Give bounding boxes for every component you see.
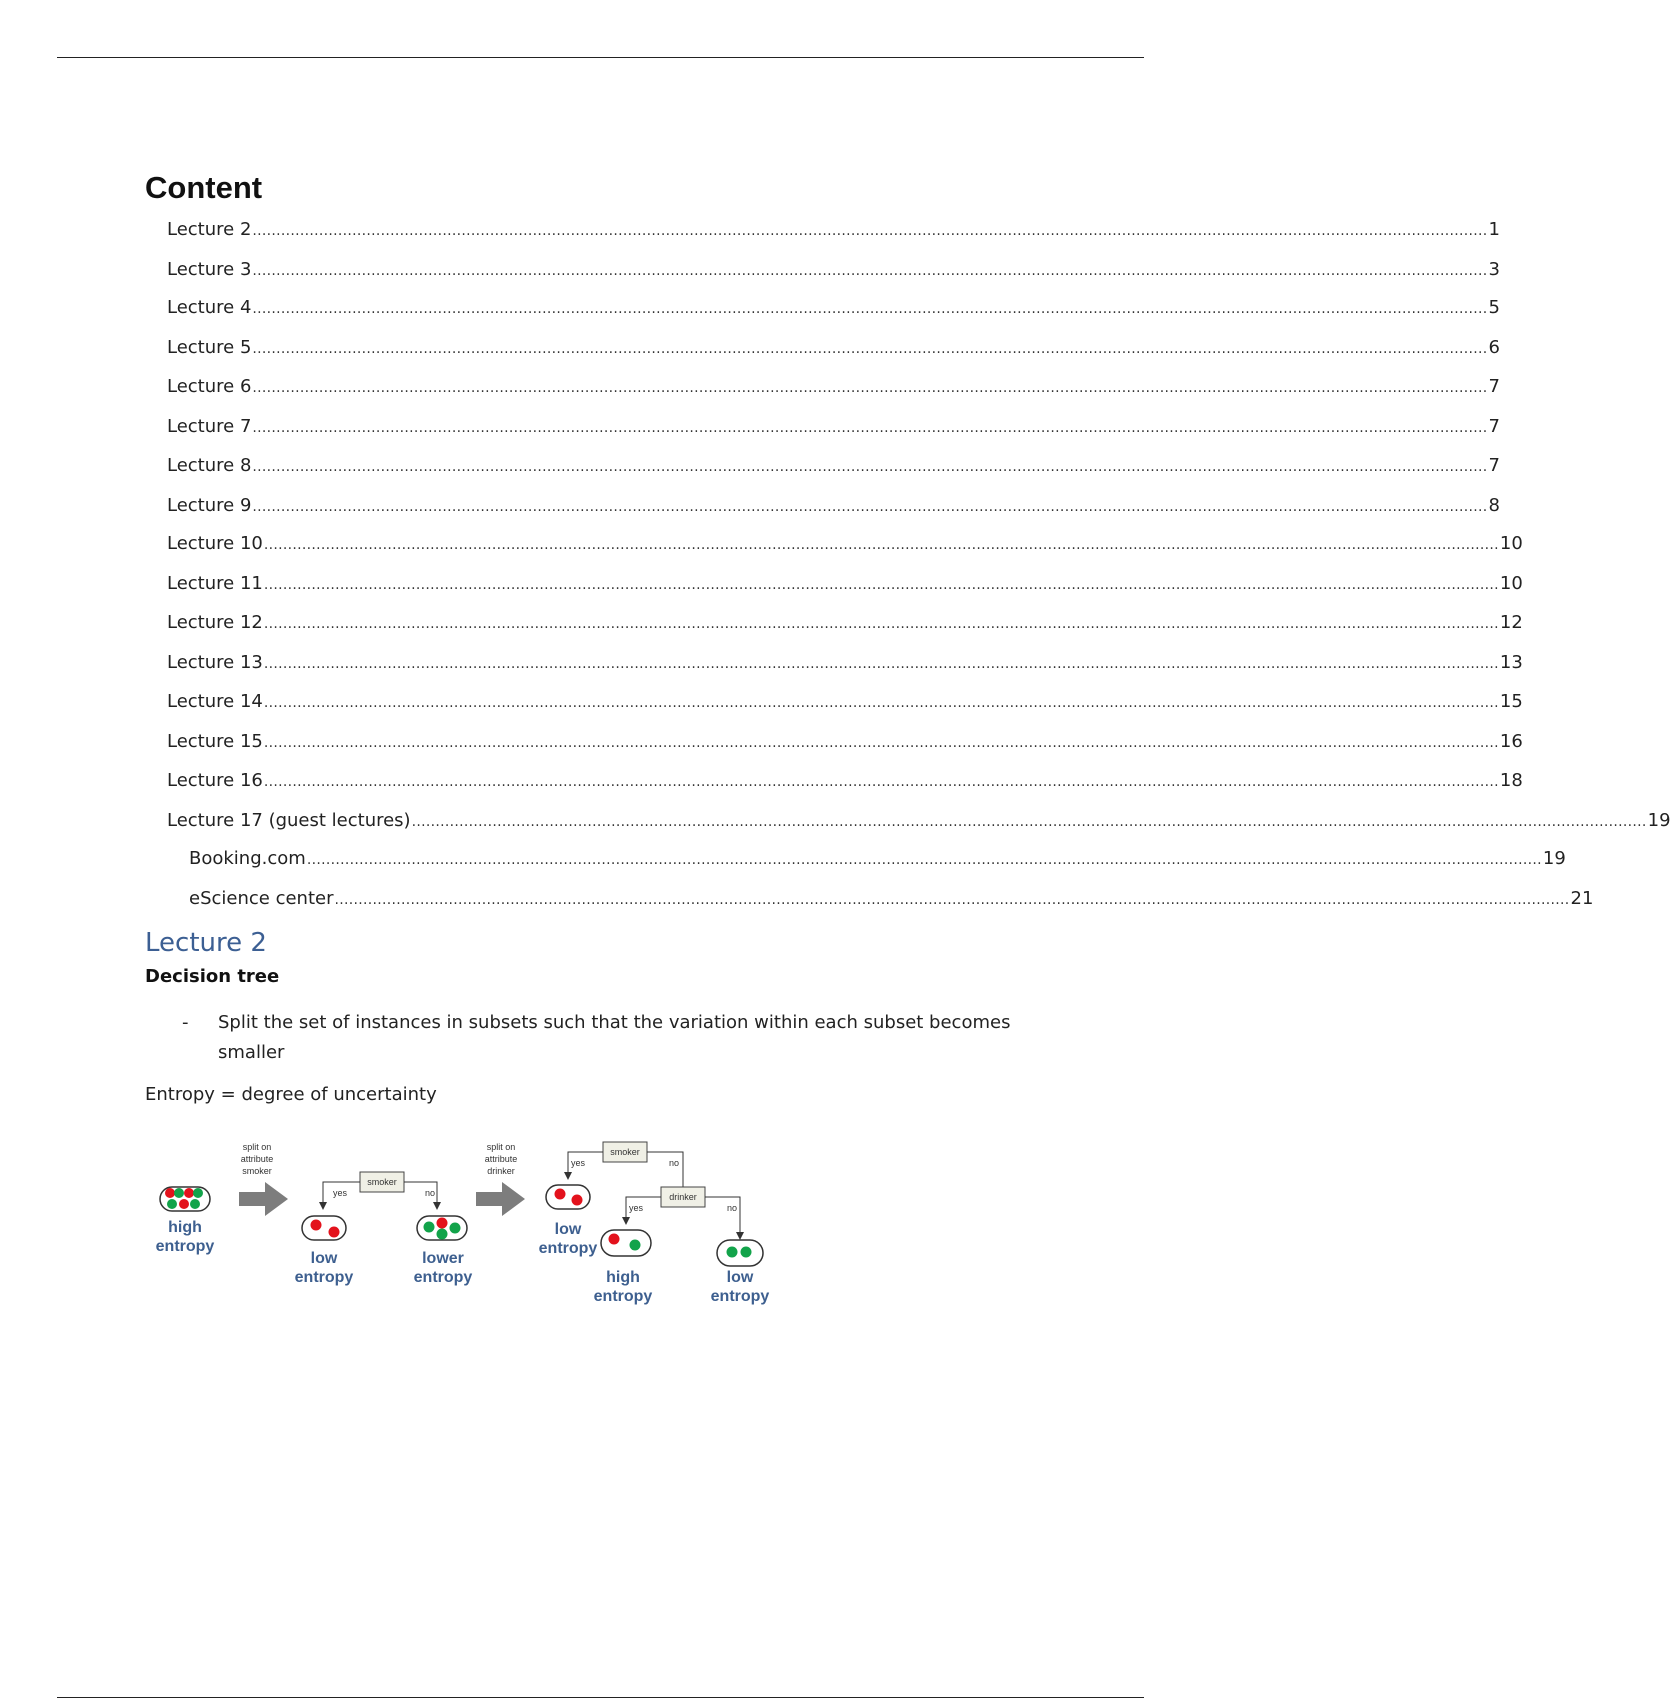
edge-arrowhead: [736, 1232, 744, 1240]
label-high: high: [168, 1219, 202, 1236]
instance-red: [329, 1227, 340, 1238]
toc-entry-label: Lecture 9: [167, 495, 252, 516]
subheading-decision-tree: Decision tree: [145, 966, 280, 987]
toc-entry[interactable]: [167, 337, 1500, 365]
instance-green: [727, 1247, 738, 1258]
label-low: low: [554, 1221, 582, 1238]
instance-red: [555, 1189, 566, 1200]
instance-red: [572, 1195, 583, 1206]
toc-title: Content: [145, 170, 263, 205]
split-arrow-1: [239, 1142, 288, 1216]
toc-dot-leader: ....................................................................................................................................................................................................................................................................: [411, 814, 1647, 830]
toc-entry-label: Lecture 8: [167, 455, 252, 476]
toc-dot-leader: ....................................................................................................................................................................................................................................................................: [252, 301, 1488, 317]
toc-entry-page: 6: [1488, 337, 1500, 358]
split-text: attribute: [240, 1154, 274, 1164]
toc-dot-leader: ....................................................................................................................................................................................................................................................................: [252, 380, 1488, 396]
toc-dot-leader: ....................................................................................................................................................................................................................................................................: [263, 537, 1499, 553]
edge-arrowhead: [564, 1172, 572, 1180]
toc-entry-label: eScience center: [189, 888, 334, 909]
section-heading-lecture-2: Lecture 2: [145, 928, 267, 958]
toc-entry[interactable]: [167, 495, 1500, 523]
toc-entry-page: 16: [1499, 731, 1523, 752]
toc-dot-leader: ....................................................................................................................................................................................................................................................................: [252, 223, 1488, 239]
toc-entry[interactable]: [167, 691, 1523, 719]
instance-red: [311, 1220, 322, 1231]
node-smoker-label: smoker: [367, 1177, 397, 1187]
label-entropy: entropy: [710, 1288, 770, 1305]
instance-green: [193, 1188, 203, 1198]
arrow-right-icon: [239, 1182, 288, 1216]
toc-dot-leader: ....................................................................................................................................................................................................................................................................: [263, 695, 1499, 711]
instance-set-mixed: [601, 1230, 651, 1256]
toc-entry-label: Lecture 3: [167, 259, 252, 280]
toc-entry-page: 3: [1488, 259, 1500, 280]
split-text: drinker: [487, 1166, 515, 1176]
split-text: split on: [242, 1142, 272, 1152]
toc-entry[interactable]: [189, 888, 1594, 916]
toc-dot-leader: ....................................................................................................................................................................................................................................................................: [252, 263, 1488, 279]
label-entropy: entropy: [155, 1238, 215, 1255]
edge-no-label: no: [727, 1203, 738, 1213]
instance-set-green: [717, 1240, 763, 1266]
toc-entry-label: Lecture 6: [167, 376, 252, 397]
label-entropy: entropy: [294, 1269, 354, 1286]
header-rule: [57, 57, 1144, 58]
toc-entry-page: 7: [1488, 455, 1500, 476]
toc-entry[interactable]: [167, 455, 1500, 483]
edge-yes-label: yes: [333, 1188, 348, 1198]
toc-dot-leader: ....................................................................................................................................................................................................................................................................: [252, 420, 1488, 436]
edge-arrowhead: [622, 1217, 630, 1225]
split-text: attribute: [484, 1154, 518, 1164]
toc-entry-label: Lecture 16: [167, 770, 263, 791]
toc-entry-label: Booking.com: [189, 848, 306, 869]
toc-entry-label: Lecture 10: [167, 533, 263, 554]
toc-dot-leader: ....................................................................................................................................................................................................................................................................: [252, 341, 1488, 357]
instance-green: [450, 1223, 461, 1234]
toc-entry[interactable]: [167, 731, 1523, 759]
label-low: low: [726, 1269, 754, 1286]
toc-entry-page: 19: [1542, 848, 1566, 869]
label-high: high: [606, 1269, 640, 1286]
toc-entry-page: 13: [1499, 652, 1523, 673]
label-low: low: [310, 1250, 338, 1267]
footer-rule: [57, 1697, 1144, 1698]
label-entropy: entropy: [538, 1240, 598, 1257]
toc-entry[interactable]: [167, 259, 1500, 287]
toc-entry[interactable]: [167, 810, 1671, 838]
toc-entry[interactable]: [167, 533, 1523, 561]
toc-entry-page: 21: [1570, 888, 1594, 909]
instance-red: [165, 1188, 175, 1198]
toc-entry[interactable]: [189, 848, 1566, 876]
toc-dot-leader: ....................................................................................................................................................................................................................................................................: [252, 499, 1488, 515]
stage-drinker-split: [539, 1142, 770, 1305]
stage-high-entropy: [156, 1187, 215, 1255]
toc-entry-label: Lecture 14: [167, 691, 263, 712]
edge-yes-label: yes: [571, 1158, 586, 1168]
toc-entry-label: Lecture 11: [167, 573, 263, 594]
instance-green: [174, 1188, 184, 1198]
label-lower: lower: [422, 1250, 464, 1267]
bullet-text: Split the set of instances in subsets such that the variation within each subset becomes smaller: [218, 1012, 1011, 1063]
instance-red: [609, 1234, 620, 1245]
instance-green: [167, 1199, 177, 1209]
toc-dot-leader: ....................................................................................................................................................................................................................................................................: [263, 656, 1499, 672]
toc-entry-page: 5: [1488, 297, 1500, 318]
toc-entry-label: Lecture 7: [167, 416, 252, 437]
toc-entry-page: 8: [1488, 495, 1500, 516]
toc-entry[interactable]: [167, 416, 1500, 444]
toc-entry-page: 7: [1488, 416, 1500, 437]
edge-no-label: no: [669, 1158, 680, 1168]
toc-entry-page: 7: [1488, 376, 1500, 397]
edge-yes-label: yes: [629, 1203, 644, 1213]
edge-no-label: no: [425, 1188, 436, 1198]
bullet-dash: -: [182, 1012, 189, 1033]
toc-entry-label: Lecture 5: [167, 337, 252, 358]
toc-entry-page: 10: [1499, 533, 1523, 554]
edge-arrowhead: [319, 1202, 327, 1210]
instance-red: [184, 1188, 194, 1198]
toc-dot-leader: ....................................................................................................................................................................................................................................................................: [263, 774, 1499, 790]
stage-smoker-split: [295, 1172, 473, 1286]
instance-green: [190, 1199, 200, 1209]
entropy-definition: Entropy = degree of uncertainty: [145, 1084, 437, 1105]
arrow-right-icon: [476, 1182, 525, 1216]
label-entropy: entropy: [413, 1269, 473, 1286]
split-text: smoker: [242, 1166, 272, 1176]
instance-green: [741, 1247, 752, 1258]
toc-entry-page: 18: [1499, 770, 1523, 791]
toc-entry[interactable]: [167, 297, 1500, 325]
split-text: split on: [486, 1142, 516, 1152]
toc-entry-label: Lecture 17 (guest lectures): [167, 810, 411, 831]
toc-dot-leader: ....................................................................................................................................................................................................................................................................: [263, 616, 1499, 632]
toc-entry[interactable]: [167, 770, 1523, 798]
toc-entry-label: Lecture 13: [167, 652, 263, 673]
node-drinker-label: drinker: [669, 1192, 697, 1202]
toc-dot-leader: ....................................................................................................................................................................................................................................................................: [263, 735, 1499, 751]
label-entropy: entropy: [593, 1288, 653, 1305]
toc-entry-label: Lecture 4: [167, 297, 252, 318]
entropy-diagram: [145, 1130, 790, 1325]
instance-green: [630, 1240, 641, 1251]
node-smoker-label: smoker: [610, 1147, 640, 1157]
toc-entry[interactable]: [167, 573, 1523, 601]
instance-set-red: [302, 1216, 346, 1240]
toc-entry[interactable]: [167, 612, 1523, 640]
split-arrow-2: [476, 1142, 525, 1216]
toc-entry-label: Lecture 15: [167, 731, 263, 752]
toc-dot-leader: ....................................................................................................................................................................................................................................................................: [263, 577, 1499, 593]
toc-entry-page: 12: [1499, 612, 1523, 633]
instance-red: [437, 1218, 448, 1229]
toc-entry[interactable]: [167, 652, 1523, 680]
toc-entry[interactable]: [167, 376, 1500, 404]
instance-green: [424, 1222, 435, 1233]
edge-arrowhead: [433, 1202, 441, 1210]
toc-dot-leader: ....................................................................................................................................................................................................................................................................: [306, 852, 1542, 868]
toc-entry-page: 19: [1647, 810, 1671, 831]
toc-entry-label: Lecture 2: [167, 219, 252, 240]
toc-dot-leader: ....................................................................................................................................................................................................................................................................: [334, 892, 1570, 908]
toc-entry-label: Lecture 12: [167, 612, 263, 633]
toc-dot-leader: ....................................................................................................................................................................................................................................................................: [252, 459, 1488, 475]
toc-entry-page: 1: [1488, 219, 1500, 240]
instance-red: [179, 1199, 189, 1209]
toc-entry-page: 10: [1499, 573, 1523, 594]
instance-green: [437, 1229, 448, 1240]
toc-entry[interactable]: [167, 219, 1500, 247]
entropy-decision-tree-figure: [145, 1130, 790, 1325]
toc-entry-page: 15: [1499, 691, 1523, 712]
instance-set-red: [546, 1185, 590, 1209]
